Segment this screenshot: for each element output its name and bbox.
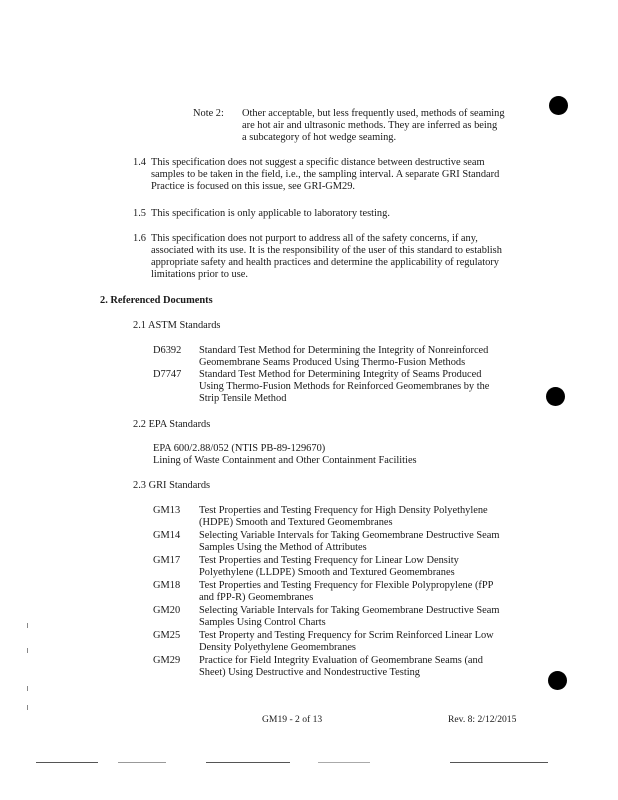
- text-line: Selecting Variable Intervals for Taking Geomembrane Destructive Seam: [199, 605, 500, 616]
- gri-heading: 2.3 GRI Standards: [133, 480, 211, 491]
- standard-title: [199, 505, 515, 529]
- section-text: This specification is only applicable to laboratory testing.: [151, 208, 390, 219]
- standard-title: [199, 655, 515, 679]
- punch-hole-top: [549, 96, 568, 115]
- text-line: samples to be taken in the field, i.e., the sampling interval. A separate GRI Standard: [151, 169, 500, 180]
- text-line: Using Thermo-Fusion Methods for Reinforced Geomembranes by the: [199, 381, 490, 392]
- standard-title: [199, 555, 515, 579]
- text-line: This specification does not suggest a specific distance between destructive seam: [151, 157, 485, 168]
- text-line: Lining of Waste Containment and Other Containment Facilities: [153, 455, 417, 466]
- note-2-line: Other acceptable, but less frequently used, methods of seaming: [242, 108, 505, 119]
- text-line: Test Properties and Testing Frequency for Flexible Polypropylene (fPP: [199, 580, 494, 591]
- scan-edge-line: [450, 762, 548, 763]
- standard-code: GM20: [153, 605, 181, 616]
- standard-title: [199, 345, 515, 369]
- standard-code: GM17: [153, 555, 181, 566]
- scan-mark: [27, 705, 28, 710]
- epa-heading: 2.2 EPA Standards: [133, 419, 211, 430]
- standard-code: GM29: [153, 655, 181, 666]
- text-line: Practice is focused on this issue, see GRI-GM29.: [151, 181, 356, 192]
- text-line: Geomembrane Seams Produced Using Thermo-Fusion Methods: [199, 357, 466, 368]
- punch-hole-middle: [546, 387, 565, 406]
- section-number: 1.4: [133, 157, 146, 168]
- text-line: Polyethylene (LLDPE) Smooth and Textured Geomembranes: [199, 567, 455, 578]
- note-2-line: are hot air and ultrasonic methods. They are inferred as being: [242, 120, 498, 131]
- scan-mark: [27, 648, 28, 653]
- section-text: [151, 157, 518, 193]
- astm-heading: 2.1 ASTM Standards: [133, 320, 221, 331]
- standard-code: D6392: [153, 345, 182, 356]
- standard-title: [199, 369, 515, 405]
- epa-reference: [153, 443, 515, 467]
- scan-edge-line: [36, 762, 98, 763]
- section-text: [151, 233, 518, 281]
- text-line: Practice for Field Integrity Evaluation of Geomembrane Seams (and: [199, 655, 483, 666]
- standard-title: [199, 605, 515, 629]
- text-line: EPA 600/2.88/052 (NTIS PB-89-129670): [153, 443, 326, 454]
- punch-hole-bottom: [548, 671, 567, 690]
- note-2-text: [242, 108, 515, 144]
- text-line: Samples Using the Method of Attributes: [199, 542, 367, 553]
- text-line: Sheet) Using Destructive and Nondestructive Testing: [199, 667, 420, 678]
- text-line: Selecting Variable Intervals for Taking Geomembrane Destructive Seam: [199, 530, 500, 541]
- scan-edge-line: [118, 762, 166, 763]
- section-2-heading: 2. Referenced Documents: [100, 295, 213, 306]
- section-number: 1.6: [133, 233, 146, 244]
- standard-code: D7747: [153, 369, 182, 380]
- text-line: Density Polyethylene Geomembranes: [199, 642, 356, 653]
- note-2-label: Note 2:: [193, 108, 224, 119]
- text-line: Standard Test Method for Determining Integrity of Seams Produced: [199, 369, 482, 380]
- text-line: Test Property and Testing Frequency for Scrim Reinforced Linear Low: [199, 630, 494, 641]
- standard-title: [199, 530, 515, 554]
- text-line: Strip Tensile Method: [199, 393, 287, 404]
- footer-revision: Rev. 8: 2/12/2015: [448, 714, 517, 725]
- standard-title: [199, 630, 515, 654]
- text-line: This specification does not purport to address all of the safety concerns, if any,: [151, 233, 478, 244]
- standard-code: GM14: [153, 530, 181, 541]
- text-line: and fPP-R) Geomembranes: [199, 592, 314, 603]
- section-number: 1.5: [133, 208, 146, 219]
- standard-code: GM25: [153, 630, 181, 641]
- text-line: Samples Using Control Charts: [199, 617, 326, 628]
- scan-edge-line: [318, 762, 370, 763]
- text-line: (HDPE) Smooth and Textured Geomembranes: [199, 517, 393, 528]
- scan-mark: [27, 623, 28, 628]
- standard-title: [199, 580, 515, 604]
- text-line: appropriate safety and health practices and determine the applicability of regulatory: [151, 257, 499, 268]
- text-line: Test Properties and Testing Frequency for High Density Polyethylene: [199, 505, 488, 516]
- text-line: associated with its use. It is the responsibility of the user of this standard to establish: [151, 245, 502, 256]
- footer-page-number: GM19 - 2 of 13: [262, 714, 323, 725]
- scan-mark: [27, 686, 28, 691]
- text-line: limitations prior to use.: [151, 269, 248, 280]
- text-line: Test Properties and Testing Frequency for Linear Low Density: [199, 555, 459, 566]
- standard-code: GM13: [153, 505, 181, 516]
- standard-code: GM18: [153, 580, 181, 591]
- text-line: Standard Test Method for Determining the Integrity of Nonreinforced: [199, 345, 489, 356]
- note-2-line: a subcategory of hot wedge seaming.: [242, 132, 397, 143]
- scan-edge-line: [206, 762, 290, 763]
